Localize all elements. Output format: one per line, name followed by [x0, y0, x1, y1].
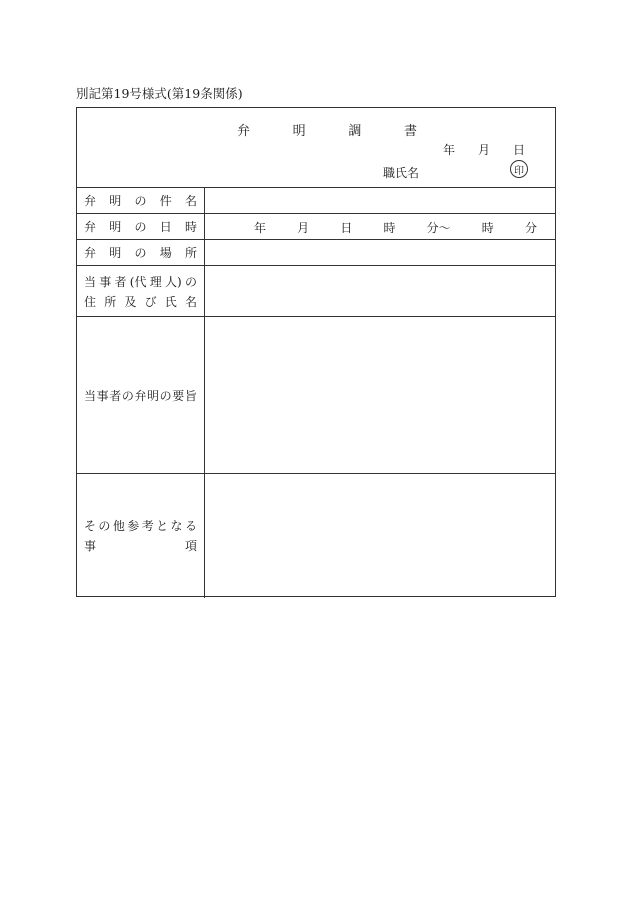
label-char: 他	[112, 519, 125, 533]
label-char: 日	[159, 220, 172, 234]
label-char: 件	[159, 194, 172, 208]
title-char: 弁	[237, 124, 251, 139]
label-char: そ	[84, 519, 97, 533]
form-header	[77, 108, 555, 187]
label-char: 人)	[165, 274, 182, 289]
label-char: (代	[129, 274, 147, 289]
label-char: 及	[124, 294, 137, 309]
label-char: 氏	[164, 294, 177, 309]
label-char: な	[170, 519, 183, 533]
row-place	[77, 239, 555, 266]
label-char: 事	[96, 388, 109, 403]
seal-mark: 印	[510, 160, 528, 178]
label-char: 項	[184, 539, 197, 553]
row-datetime	[77, 213, 555, 240]
label-other	[77, 474, 205, 598]
label-char: 明	[109, 194, 122, 208]
label-char: 場	[159, 246, 172, 260]
header-date	[443, 141, 525, 158]
label-char: 者	[114, 274, 127, 289]
label-char: 参	[127, 519, 140, 533]
value-other[interactable]	[205, 474, 555, 598]
datetime-year: 年	[254, 220, 267, 235]
label-char: 弁	[84, 194, 97, 208]
label-char: 所	[104, 294, 117, 309]
label-char: の	[134, 246, 147, 260]
row-other	[77, 473, 555, 598]
label-char: 弁	[134, 388, 147, 403]
label-char: の	[184, 274, 197, 289]
label-char: 明	[147, 388, 160, 403]
date-month: 月	[477, 143, 490, 157]
label-char: の	[159, 388, 172, 403]
date-year: 年	[443, 143, 456, 157]
label-char: の	[134, 194, 147, 208]
row-party	[77, 265, 555, 317]
value-subject[interactable]	[205, 188, 555, 214]
row-summary	[77, 316, 555, 474]
label-char: の	[98, 519, 111, 533]
value-summary[interactable]	[205, 317, 555, 474]
label-summary	[77, 317, 205, 474]
label-char: 者	[109, 388, 122, 403]
title-char: 書	[403, 124, 417, 139]
label-char: 事	[99, 274, 112, 289]
label-datetime	[77, 214, 205, 240]
datetime-day: 日	[340, 220, 353, 235]
label-char: 名	[184, 194, 197, 208]
label-char: 事	[84, 539, 97, 553]
value-place[interactable]	[205, 240, 555, 266]
value-datetime[interactable]	[205, 214, 555, 240]
label-char: の	[121, 388, 134, 403]
label-char: 当	[84, 274, 97, 289]
row-subject	[77, 187, 555, 214]
title-char: 調	[348, 124, 362, 139]
datetime-hour-end: 時	[481, 220, 494, 235]
label-char: 明	[109, 220, 122, 234]
explanation-form	[76, 107, 556, 597]
label-char: 弁	[84, 246, 97, 260]
label-char: 弁	[84, 220, 97, 234]
label-char: の	[134, 220, 147, 234]
label-char: 当	[84, 388, 97, 403]
title-char: 明	[292, 124, 306, 139]
label-char: 時	[184, 220, 197, 234]
datetime-minute-end: 分	[524, 220, 537, 235]
datetime-hour-start: 時	[383, 220, 396, 235]
label-char: 旨	[184, 388, 197, 403]
label-char: 住	[84, 294, 97, 309]
form-code: 別記第19号様式(第19条関係)	[76, 86, 243, 101]
label-char: 明	[109, 246, 122, 260]
label-char: 所	[184, 246, 197, 260]
datetime-month: 月	[297, 220, 310, 235]
label-char: 名	[184, 294, 197, 309]
label-char: 考	[141, 519, 154, 533]
label-subject	[77, 188, 205, 214]
datetime-fields	[254, 214, 537, 240]
official-name-label: 職氏名	[383, 166, 420, 180]
datetime-minute-start: 分～	[426, 220, 451, 235]
label-char: 要	[172, 388, 185, 403]
value-party[interactable]	[205, 266, 555, 317]
label-char: る	[184, 519, 197, 533]
label-char: 理	[149, 274, 162, 289]
label-party	[77, 266, 205, 317]
label-char: と	[156, 519, 169, 533]
form-title	[237, 120, 417, 139]
date-day: 日	[512, 143, 525, 157]
label-place	[77, 240, 205, 266]
label-char: び	[144, 294, 157, 309]
